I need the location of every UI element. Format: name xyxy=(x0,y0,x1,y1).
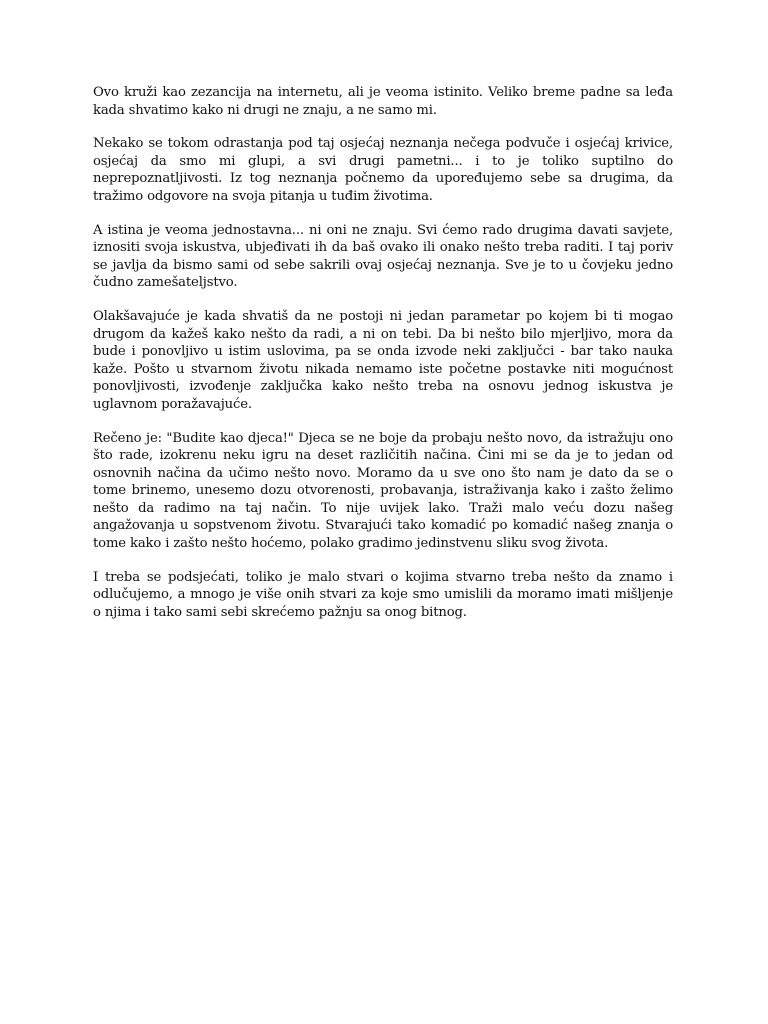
paragraph-2: Nekako se tokom odrastanja pod taj osjećaj neznanja nečega podvuče i osjećaj krivice, osjećaj da smo mi glupi, a svi drugi pametni... i to je toliko suptilno do neprepoznatljivosti. Iz tog neznanja počnemo da upoređujemo sebe sa drugima, da tražimo odgovore na svoja pitanja u tuđim životima. xyxy=(93,136,673,204)
paragraph-1: Ovo kruži kao zezancija na internetu, ali je veoma istinito. Veliko breme padne sa leđa kada shvatimo kako ni drugi ne znaju, a ne samo mi. xyxy=(93,85,673,118)
paragraph-4: Olakšavajuće je kada shvatiš da ne postoji ni jedan parametar po kojem bi ti mogao drugom da kažeš kako nešto da radi, a ni on tebi. Da bi nešto bilo mjerljivo, mora da bude i ponovljivo u istim uslovima, pa se onda izvode neki zaključci - bar tako nauka kaže. Pošto u stvarnom životu nikada nemamo iste početne postavke niti mogućnost ponovljivosti, izvođenje zaključka kako nešto treba na osnovu jednog iskustva je uglavnom poražavajuće. xyxy=(93,308,673,412)
document-body xyxy=(93,84,673,637)
paragraph-5: Rečeno je: "Budite kao djeca!" Djeca se ne boje da probaju nešto novo, da istražuju ono što rade, izokrenu neku igru na deset različitih načina. Čini mi se da je to jedan od osnovnih načina da učimo nešto novo. Moramo da u sve ono što nam je dato da se o tome brinemo, unesemo dozu otvorenosti, probavanja, istraživanja kako i zašto želimo nešto da radimo na taj način. To nije uvijek lako. Traži malo veću dozu našeg angažovanja u sopstvenom životu. Stvarajući tako komadić po komadić našeg znanja o tome kako i zašto nešto hoćemo, polako gradimo jedinstvenu sliku svog života. xyxy=(93,430,673,552)
paragraph-3: A istina je veoma jednostavna... ni oni ne znaju. Svi ćemo rado drugima davati savjete, iznositi svoja iskustva, ubjeđivati ih da baš ovako ili onako nešto treba raditi. I taj poriv se javlja da bismo sami od sebe sakrili ovaj osjećaj neznanja. Sve je to u čovjeku jedno čudno zamešateljstvo. xyxy=(93,222,673,291)
paragraph-6: I treba se podsjećati, toliko je malo stvari o kojima stvarno treba nešto da znamo i odlučujemo, a mnogo je više onih stvari za koje smo umislili da moramo imati mišljenje o njima i tako sami sebi skrećemo pažnju sa onog bitnog. xyxy=(93,569,673,620)
